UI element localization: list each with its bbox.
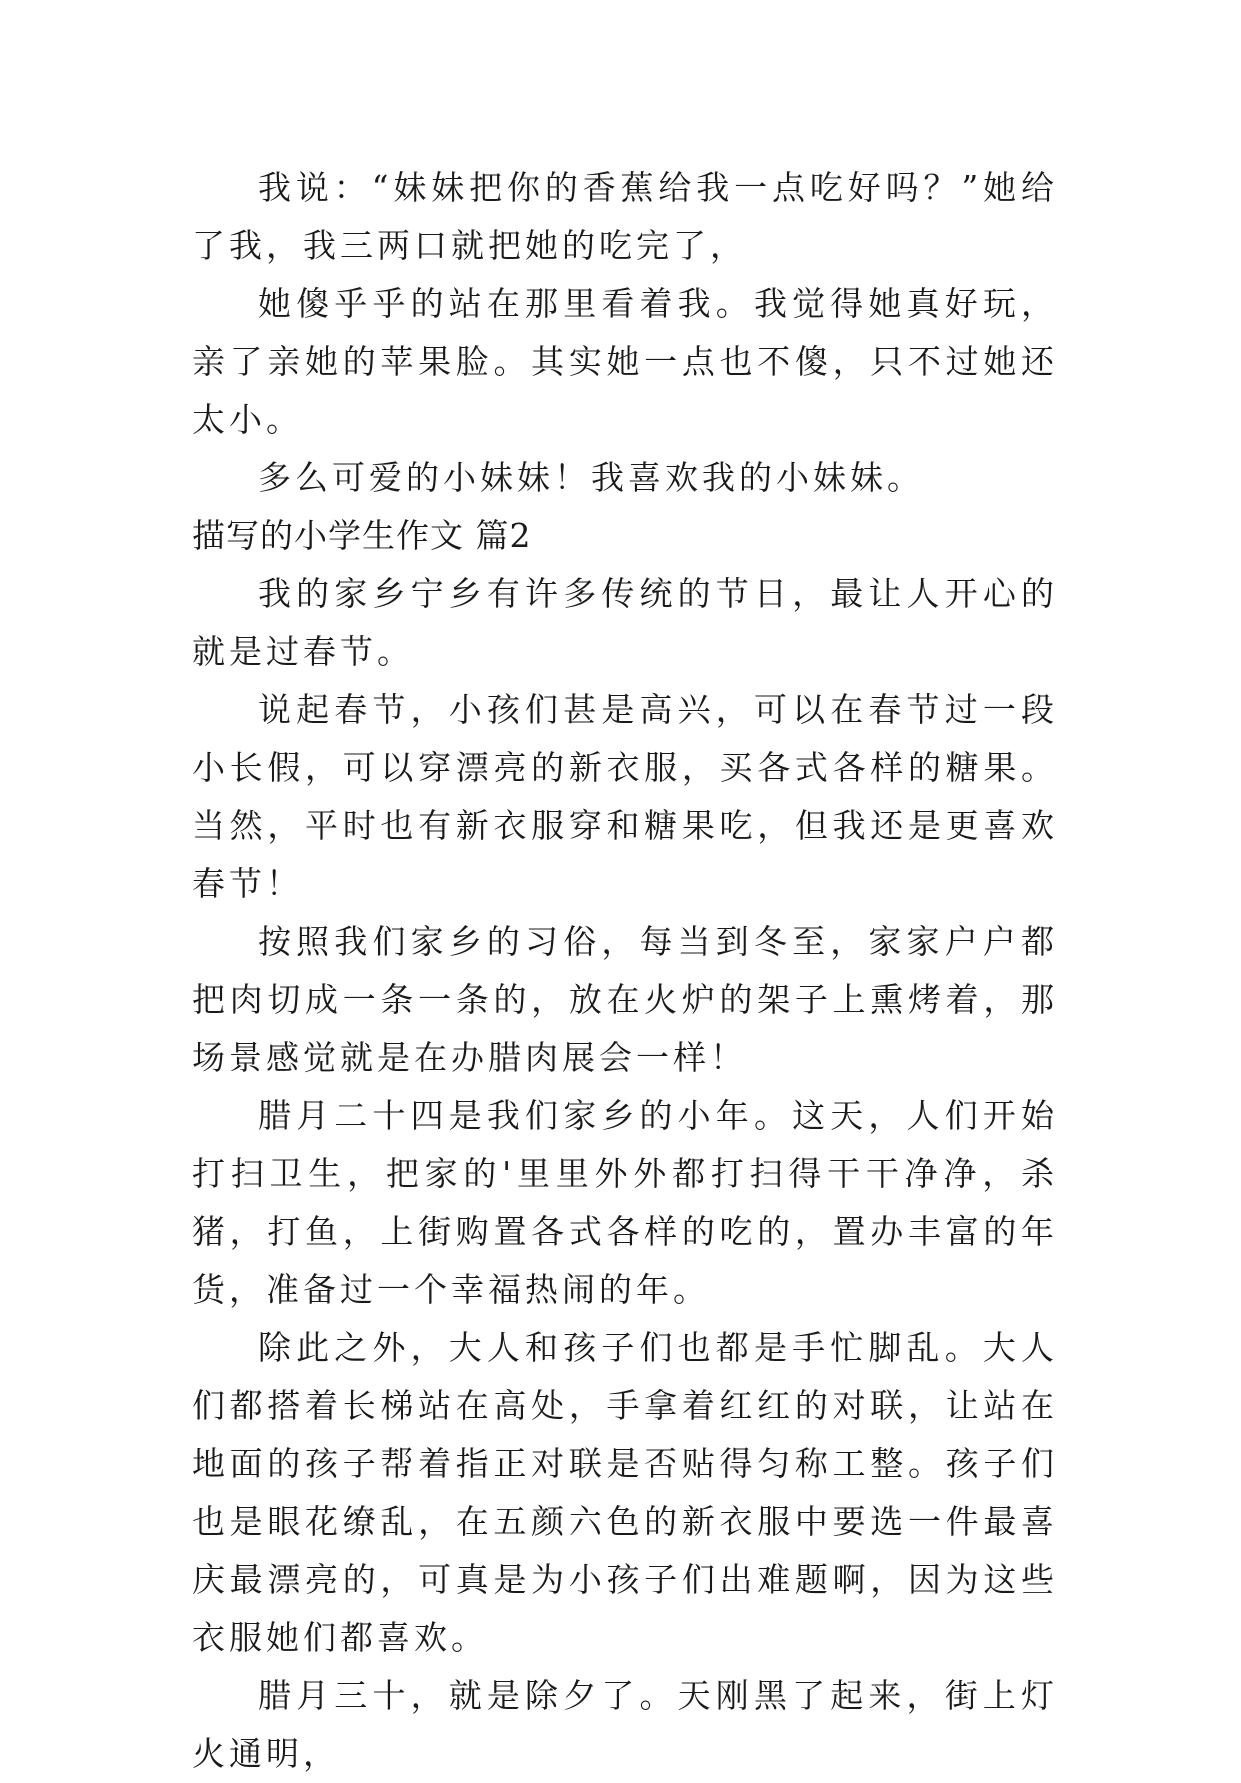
paragraph: 她傻乎乎的站在那里看着我。我觉得她真好玩，亲了亲她的苹果脸。其实她一点也不傻，只不过她还太小。 bbox=[192, 284, 1058, 439]
paragraph: 除此之外，大人和孩子们也都是手忙脚乱。大人们都搭着长梯站在高处，手拿着红红的对联，让站在地面的孩子帮着指正对联是否贴得匀称工整。孩子们也是眼花缭乱，在五颜六色的新衣服中要选一件最喜庆最漂亮的，可真是为小孩子们出难题啊，因为这些衣服她们都喜欢。 bbox=[192, 1328, 1058, 1657]
document-body bbox=[192, 159, 1058, 1783]
paragraph: 我的家乡宁乡有许多传统的节日，最让人开心的就是过春节。 bbox=[192, 574, 1058, 671]
paragraph: 腊月三十，就是除夕了。天刚黑了起来，街上灯火通明， bbox=[192, 1676, 1058, 1773]
paragraph: 按照我们家乡的习俗，每当到冬至，家家户户都把肉切成一条一条的，放在火炉的架子上熏烤着，那场景感觉就是在办腊肉展会一样！ bbox=[192, 922, 1058, 1077]
paragraph: 多么可爱的小妹妹！我喜欢我的小妹妹。 bbox=[258, 458, 924, 497]
paragraph: 我说：“妹妹把你的香蕉给我一点吃好吗？”她给了我，我三两口就把她的吃完了， bbox=[192, 168, 1058, 265]
paragraph: 说起春节，小孩们甚是高兴，可以在春节过一段小长假，可以穿漂亮的新衣服，买各式各样的糖果。当然，平时也有新衣服穿和糖果吃，但我还是更喜欢春节！ bbox=[192, 690, 1058, 903]
paragraph: 腊月二十四是我们家乡的小年。这天，人们开始打扫卫生，把家的'里里外外都打扫得干干净净，杀猪，打鱼，上街购置各式各样的吃的，置办丰富的年货，准备过一个幸福热闹的年。 bbox=[192, 1096, 1058, 1309]
section-heading: 描写的小学生作文 篇2 bbox=[192, 516, 532, 555]
